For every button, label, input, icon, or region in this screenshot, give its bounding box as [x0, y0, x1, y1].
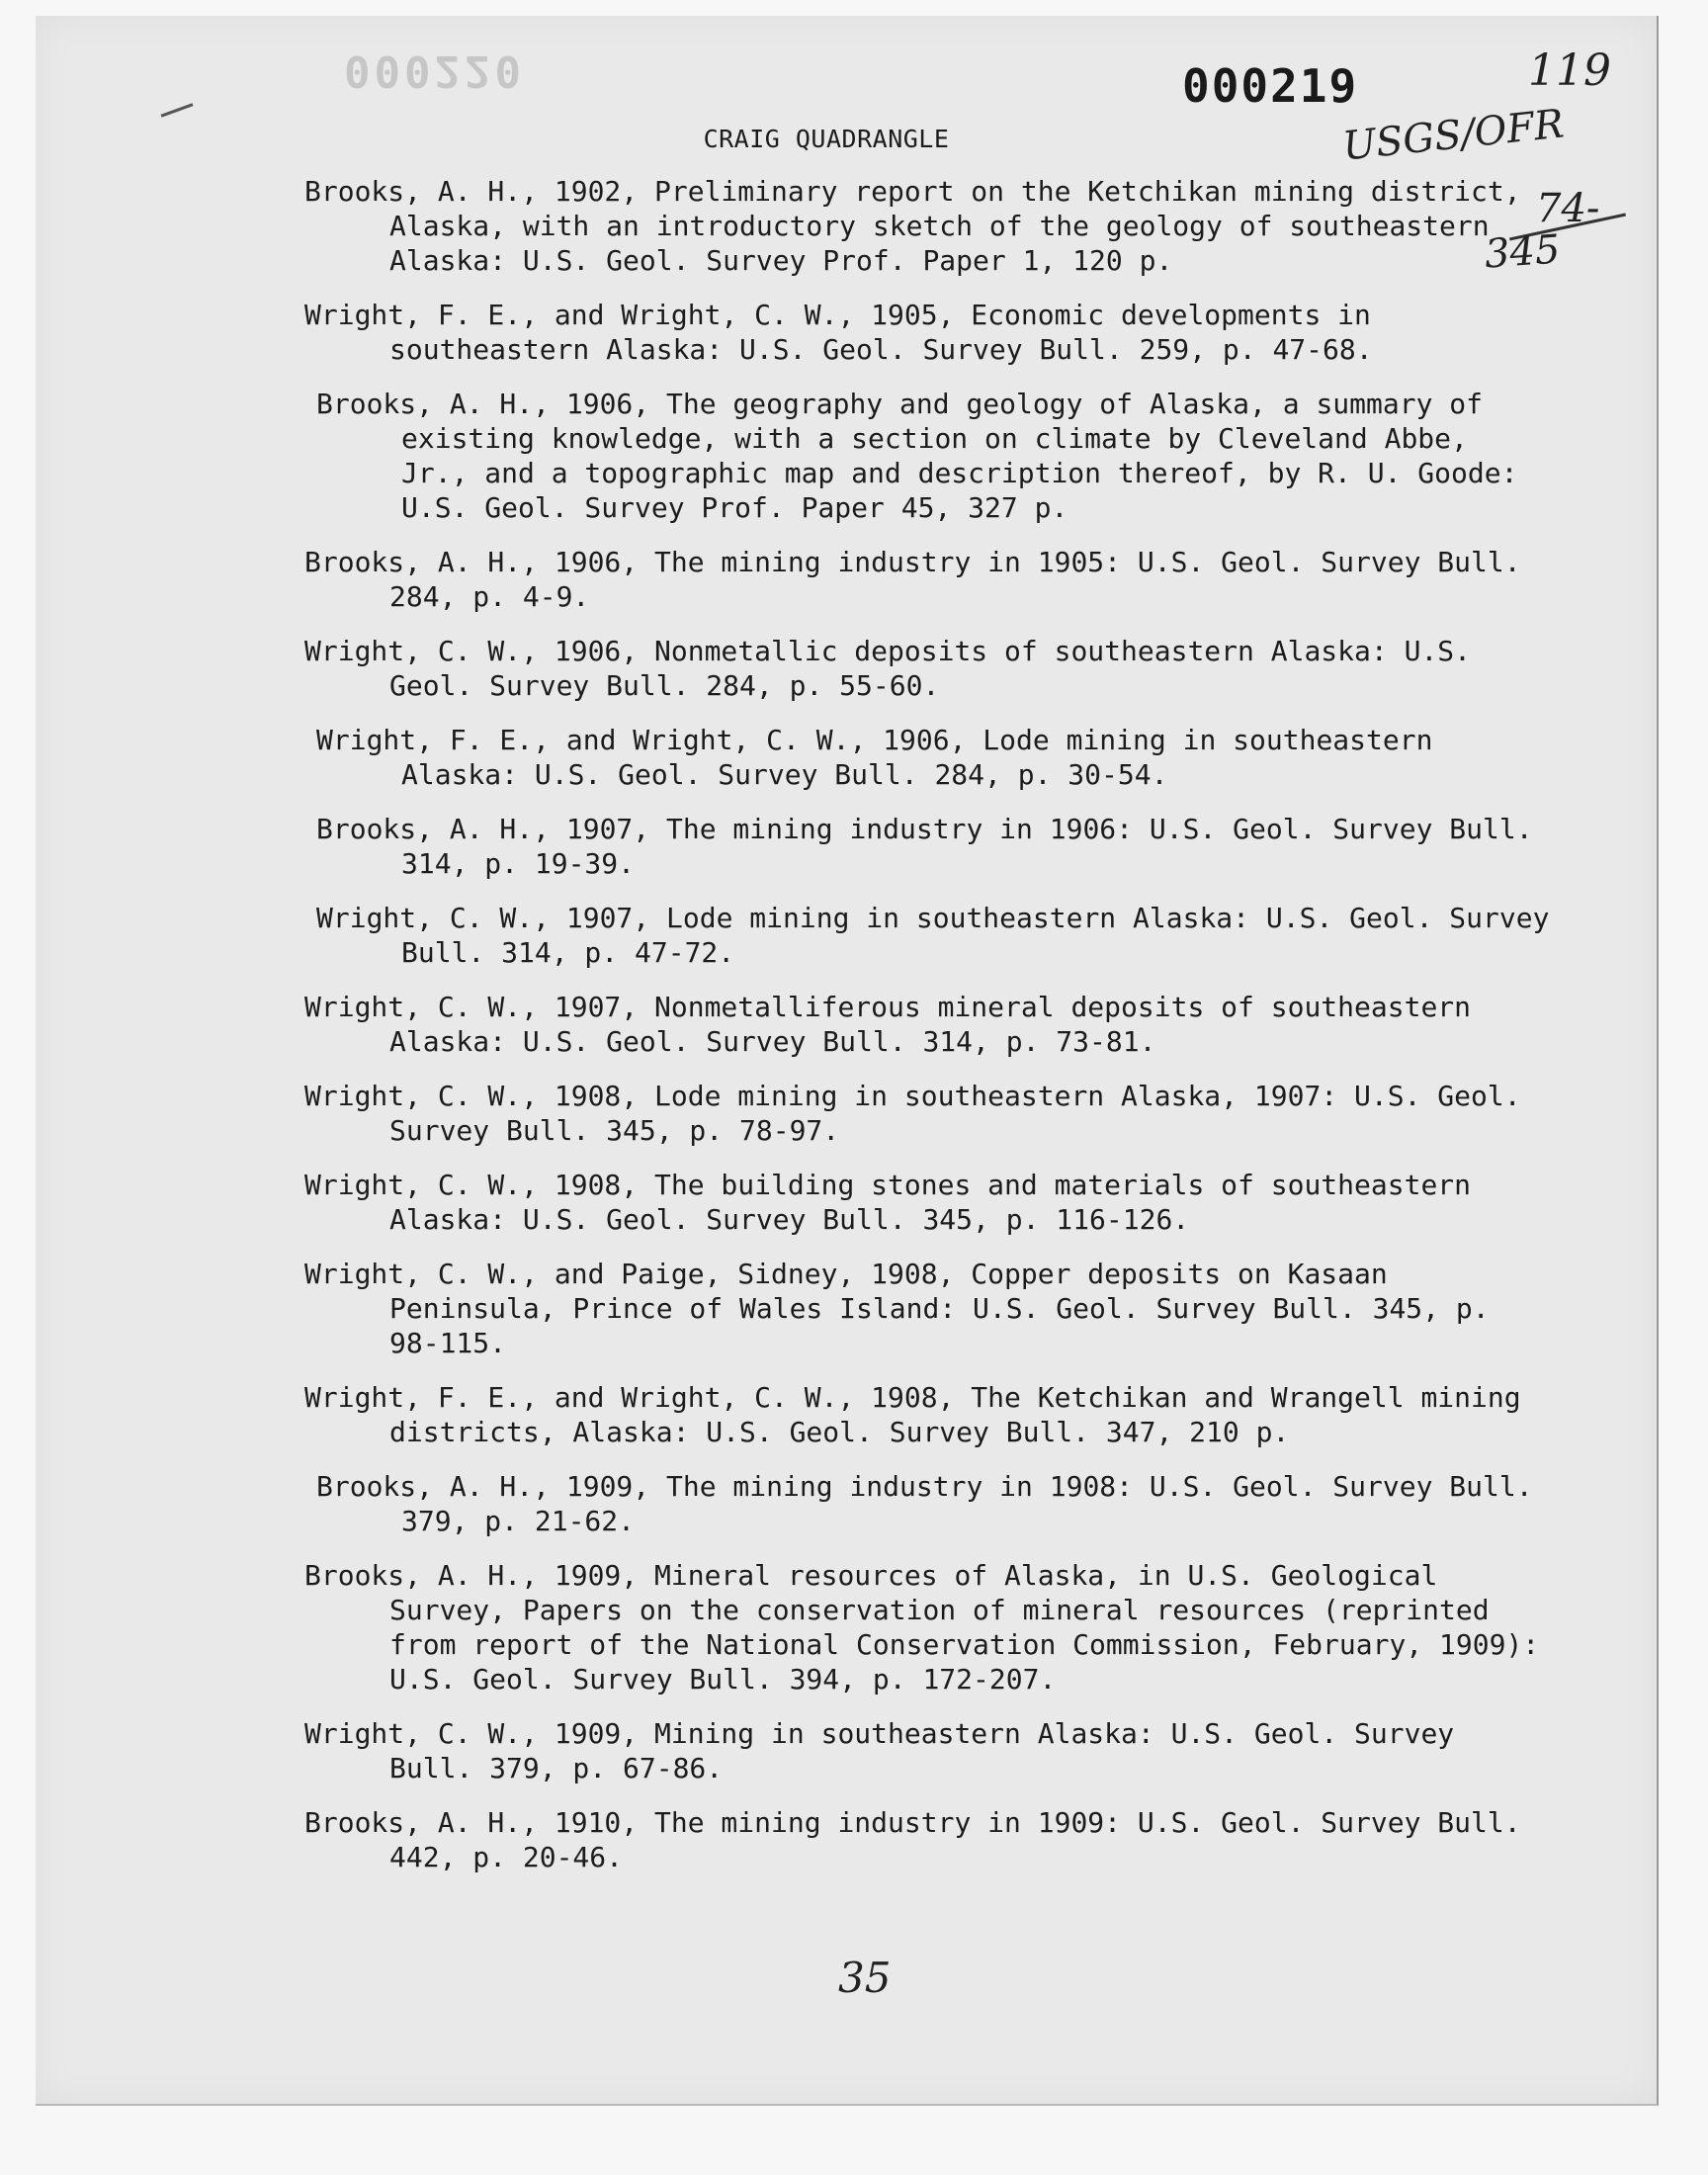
reference-item: Brooks, A. H., 1906, The mining industry in 1905: U.S. Geol. Survey Bull. 284, p. 4-9. [304, 546, 1521, 613]
reference-item: Wright, C. W., 1906, Nonmetallic deposits of southeastern Alaska: U.S. Geol. Survey Bull. 284, p. 55-60. [304, 635, 1472, 702]
handwritten-number: 119 [1528, 45, 1611, 96]
reference-item: Wright, C. W., 1907, Lode mining in southeastern Alaska: U.S. Geol. Survey Bull. 314, p. 47-72. [316, 902, 1550, 969]
document-stamp-number: 000219 [1182, 59, 1359, 113]
reference-item: Wright, F. E., and Wright, C. W., 1905, Economic developments in southeastern Alaska: U.S. Geol. Survey Bull. 259, p. 47-68. [304, 299, 1373, 366]
reference-item: Brooks, A. H., 1909, Mineral resources of Alaska, in U.S. Geological Survey, Papers on the conservation of mineral resources (reprinted from report of the National Conservation Commission, February, 1909): U.S. Geol. Survey Bull. 394, p. 172-207. [304, 1559, 1540, 1696]
page-title: CRAIG QUADRANGLE [703, 125, 950, 153]
handwritten-report-part1: 74- [1536, 186, 1600, 231]
reference-item: Wright, C. W., 1907, Nonmetalliferous mineral deposits of southeastern Alaska: U.S. Geol. Survey Bull. 314, p. 73-81. [304, 991, 1472, 1058]
reference-item: Wright, C. W., and Paige, Sidney, 1908, Copper deposits on Kasaan Peninsula, Prince of Wales Island: U.S. Geol. Survey Bull. 345, p. 98-115. [304, 1258, 1490, 1359]
reference-item: Wright, F. E., and Wright, C. W., 1906, Lode mining in southeastern Alaska: U.S. Geol. Survey Bull. 284, p. 30-54. [316, 724, 1433, 791]
handwritten-page-number: 35 [838, 1954, 892, 2002]
reference-item: Wright, F. E., and Wright, C. W., 1908, The Ketchikan and Wrangell mining districts, Alaska: U.S. Geol. Survey Bull. 347, 210 p. [304, 1381, 1521, 1448]
reference-item: Brooks, A. H., 1909, The mining industry in 1908: U.S. Geol. Survey Bull. 379, p. 21-62. [316, 1470, 1533, 1537]
handwritten-series-code: USGS/OFR [1340, 101, 1567, 170]
reference-item: Brooks, A. H., 1910, The mining industry in 1909: U.S. Geol. Survey Bull. 442, p. 20-46. [304, 1806, 1521, 1873]
reference-item: Wright, C. W., 1909, Mining in southeastern Alaska: U.S. Geol. Survey Bull. 379, p. 67-86. [304, 1717, 1455, 1784]
pen-mark [161, 103, 194, 117]
reference-item: Brooks, A. H., 1906, The geography and geology of Alaska, a summary of existing knowledge, with a section on climate by Cleveland Abbe, Jr., and a topographic map and description thereof, by R. U. Goode: U.S. Geol. Survey Prof. Paper 45, 327 p. [316, 388, 1518, 524]
reference-item: Brooks, A. H., 1907, The mining industry in 1906: U.S. Geol. Survey Bull. 314, p. 19-39. [316, 813, 1533, 880]
document-page [36, 16, 1659, 2106]
ghost-stamp-number: 000220 [344, 45, 525, 96]
reference-item: Brooks, A. H., 1902, Preliminary report on the Ketchikan mining district, Alaska, with an introductory sketch of the geology of southeastern Alaska: U.S. Geol. Survey Prof. Paper 1, 120 p. [304, 175, 1521, 277]
reference-item: Wright, C. W., 1908, Lode mining in southeastern Alaska, 1907: U.S. Geol. Survey Bull. 345, p. 78-97. [304, 1080, 1521, 1147]
reference-list [304, 174, 1550, 1894]
reference-item: Wright, C. W., 1908, The building stones and materials of southeastern Alaska: U.S. Geol. Survey Bull. 345, p. 116-126. [304, 1169, 1472, 1236]
handwritten-report-part2: 345 [1483, 226, 1562, 278]
